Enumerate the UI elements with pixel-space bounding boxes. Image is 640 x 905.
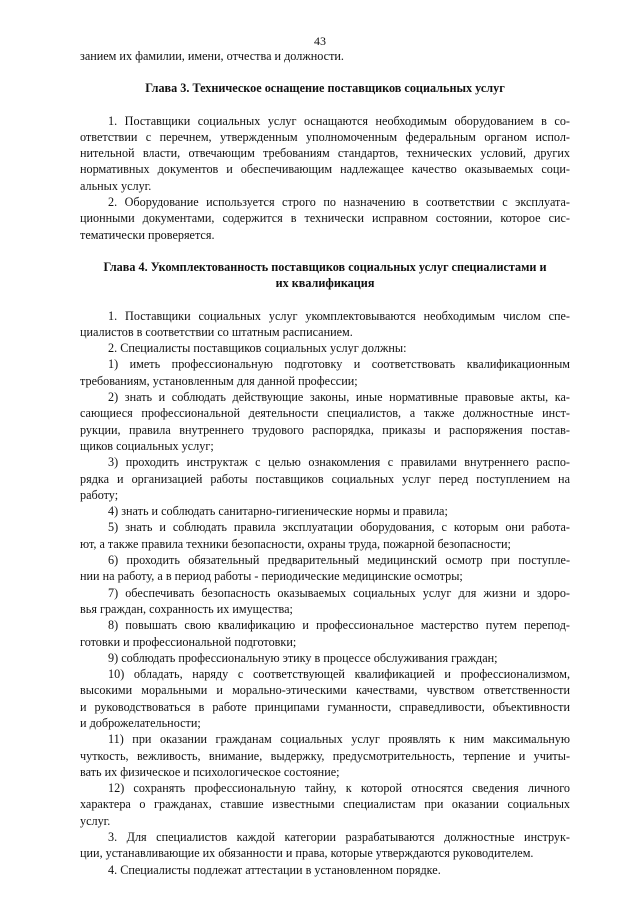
text-line: ции, устанавливающие их обязанности и права, которые утверждаются руководителем. [80, 846, 534, 861]
chapter-4-paragraph-4 [80, 862, 570, 878]
text-line: ционными документами, содержится в технически исправном состоянии, которое сис- [80, 211, 570, 226]
text-line: рукции, правила внутреннего трудового распорядка, приказы и распоряжения постав- [80, 422, 570, 437]
text-line: и руководствоваться в работе принципами гуманности, справедливости, объективности [80, 699, 570, 714]
text-line: 4) знать и соблюдать санитарно-гигиенические нормы и правила; [108, 504, 448, 519]
chapter-4-paragraph-3 [80, 829, 570, 862]
text-line: циалистов в соответствии со штатным расписанием. [80, 324, 353, 339]
list-item [80, 389, 570, 454]
text-line: вья граждан, сохранность их имущества; [80, 601, 293, 616]
text-line: 10) обладать, наряду с соответствующей квалификацией и профессионализмом, [108, 667, 570, 682]
text-line: занием их фамилии, имени, отчества и должности. [80, 49, 344, 63]
text-line: готовки и профессиональной подготовки; [80, 634, 297, 649]
chapter-3-paragraph-1 [80, 113, 570, 194]
text-line: их квалификация [275, 276, 375, 291]
text-line: характера о гражданах, ставшие известными специалистам при оказании социальных [80, 797, 570, 812]
text-line: 2. Специалисты поставщиков социальных услуг должны: [108, 341, 407, 356]
text-line: ют, а также правила техники безопасности, охраны труда, пожарной безопасности; [80, 536, 511, 551]
text-line: щиков социальных услуг; [80, 438, 214, 453]
text-line: и доброжелательности; [80, 715, 201, 730]
text-line: работу; [80, 487, 119, 502]
list-item [80, 552, 570, 585]
page-number: 43 [314, 34, 326, 48]
text-line: 4. Специалисты подлежат аттестации в установленном порядке. [108, 862, 441, 877]
text-line: 12) сохранять профессиональную тайну, к которой относятся сведения личного [108, 781, 570, 796]
text-line: 9) соблюдать профессиональную этику в процессе обслуживания граждан; [108, 650, 498, 665]
text-line: 11) при оказании гражданам социальных услуг проявлять к ним максимальную [108, 732, 570, 747]
text-line: 3. Для специалистов каждой категории разрабатываются должностные инструк- [108, 830, 570, 845]
text-line: 1. Поставщики социальных услуг оснащаются необходимым оборудованием в со- [108, 113, 570, 128]
chapter-3-paragraph-2 [80, 194, 570, 243]
text-line: альных услуг. [80, 178, 152, 193]
chapter-3-heading [80, 80, 570, 96]
text-line: сающиеся профессиональной деятельности специалистов, а также должностные инст- [80, 406, 570, 421]
list-item [80, 650, 570, 666]
text-line: 2) знать и соблюдать действующие законы, иные нормативные правовые акты, ка- [108, 390, 570, 405]
text-line: тематически проверяется. [80, 227, 215, 242]
chapter-4-paragraph-2 [80, 340, 570, 356]
list-item [80, 585, 570, 618]
text-line: 6) проходить обязательный предварительный медицинский осмотр при поступле- [108, 553, 570, 568]
list-item [80, 731, 570, 780]
text-line: 2. Оборудование используется строго по назначению в соответствии с эксплуата- [108, 195, 570, 210]
text-line: чуткость, вежливость, внимание, выдержку, предусмотрительность, терпение и учиты- [80, 748, 570, 763]
text-line: 7) обеспечивать безопасность оказываемых социальных услуг для жизни и здоро- [108, 585, 570, 600]
text-line: нии на работу, а в период работы - периодические медицинские осмотры; [80, 569, 463, 584]
text-line: 5) знать и соблюдать правила эксплуатации оборудования, с которым они работа- [108, 520, 570, 535]
text-line: нительной власти, отвечающим требованиям стандартов, технических условий, других [80, 146, 570, 161]
chapter-4-heading [80, 259, 570, 292]
list-item [80, 356, 570, 389]
text-line: 1. Поставщики социальных услуг укомплектовываются необходимым числом спе- [108, 308, 570, 323]
intro-paragraph [80, 48, 570, 64]
text-line: ответствии с перечнем, утвержденным уполномоченным федеральным органом испол- [80, 129, 570, 144]
list-item [80, 617, 570, 650]
text-line: нормативных документов и обеспечивающим надлежащее качество оказываемых соци- [80, 162, 570, 177]
list-item [80, 780, 570, 829]
list-item [80, 666, 570, 731]
list-item [80, 503, 570, 519]
text-line: услуг. [80, 813, 111, 828]
text-line: Глава 3. Техническое оснащение поставщиков социальных услуг [145, 81, 505, 96]
text-line: Глава 4. Укомплектованность поставщиков социальных услуг специалистами и [103, 259, 547, 274]
text-line: 1) иметь профессиональную подготовку и соответствовать квалификационным [108, 357, 570, 372]
requirements-list [80, 356, 570, 829]
chapter-4-paragraph-1 [80, 308, 570, 341]
document-body [80, 48, 570, 878]
list-item [80, 519, 570, 552]
text-line: вать их физическое и психологическое состояние; [80, 764, 340, 779]
text-line: 8) повышать свою квалификацию и профессиональное мастерство путем перепод- [108, 618, 570, 633]
text-line: требованиям, установленным для данной профессии; [80, 373, 358, 388]
text-line: высокими моральными и морально-этическими качествами, чувством ответственности [80, 683, 570, 698]
text-line: 3) проходить инструктаж с целью ознакомления с правилами внутреннего распо- [108, 455, 570, 470]
list-item [80, 454, 570, 503]
text-line: рядка и организацией работы поставщиков социальных услуг перед поступлением на [80, 471, 570, 486]
